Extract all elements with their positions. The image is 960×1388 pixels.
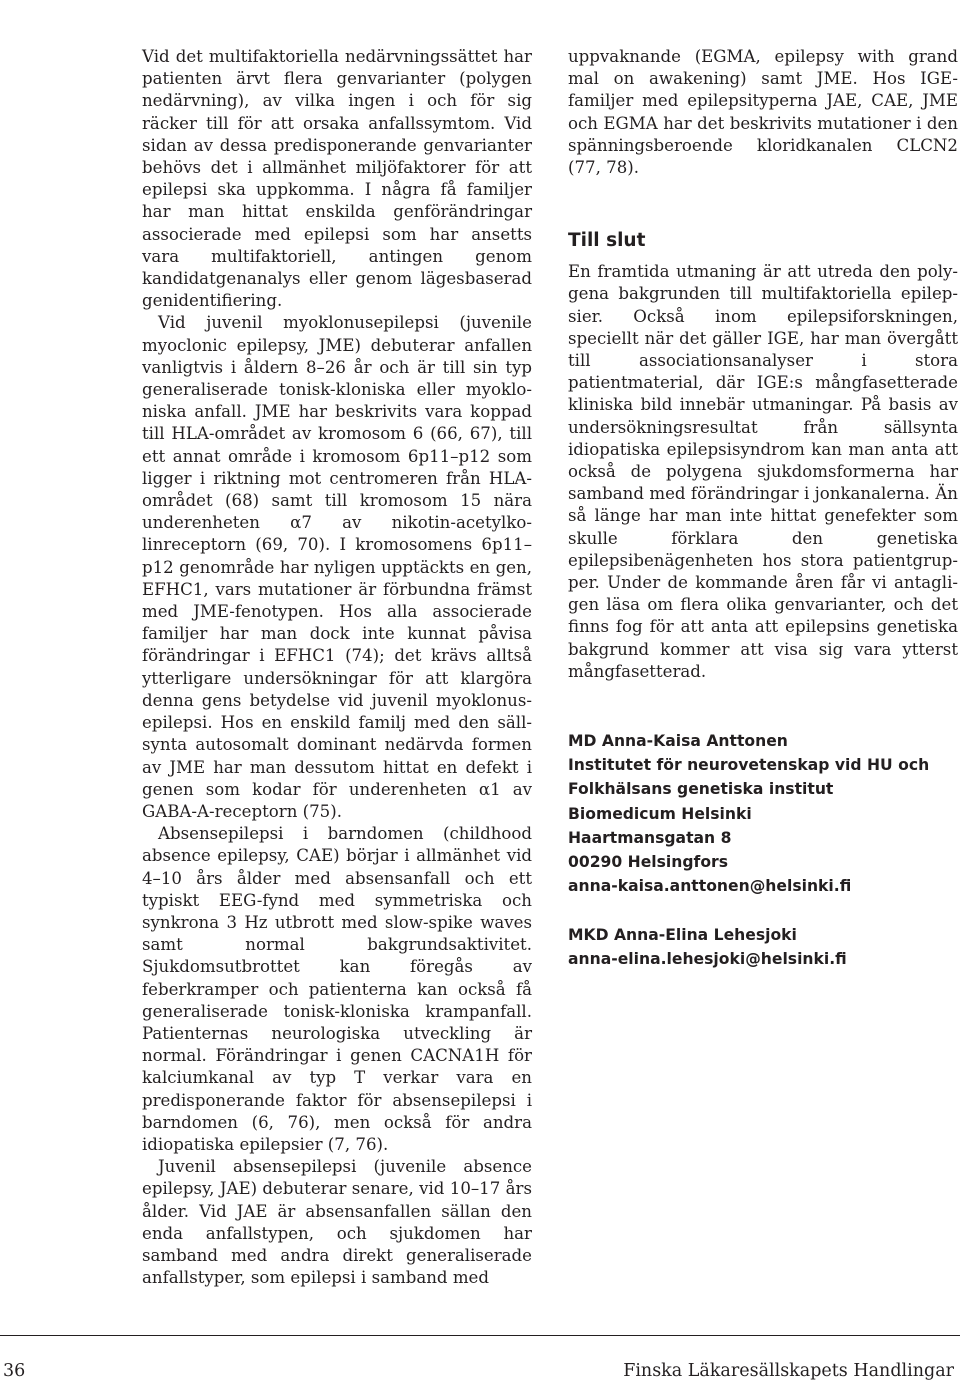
paragraph-jae: Juvenil absensepilepsi (juvenile absence epilepsy, JAE) debuterar senare, vid 10–17 års ålder. Vid JAE är absensanfallen sällan den enda anfallstypen, och sjukdomen har samband med andra direkt generaliserade anfallstyper, som epilepsi i samband med [142, 1157, 532, 1288]
left-column [142, 46, 532, 1289]
author-address-line: 00290 Helsingfors [568, 853, 729, 872]
journal-name: Finska Läkaresällskapets Handlingar [623, 1361, 954, 1381]
paragraph-jae-continued: uppvaknande (EGMA, epilepsy with grand mal on awakening) samt JME. Hos IGE-familjer med epilepsityperna JAE, CAE, JME och EGMA har det beskrivits mutationer i den spänningsberoende kloridkanalen CLCN2 (77, 78). [568, 47, 958, 178]
paragraph-conclusion: En framtida utmaning är att utreda den polygena bakgrunden till multifaktoriella epilepsier. Också inom epilepsiforskningen, speciellt när det gäller IGE, har man övergått till associationsanalyser i stora patientmaterial, där IGE:s mångfasetterade kliniska bild innebär utmaningar. På basis av undersökningsresultat från sällsynta idiopatiska epilepsisyndrom kan man anta att också de polygena sjukdomsformerna har samband med förändringar i jonkanalerna. Än så länge har man inte hittat genefekter som skulle förklara den genetiska epilepsibenägenheten hos stora patientgrupper. Under de kommande åren får vi antagligen läsa om flera olika genvarianter, och det finns fog för att anta att epilepsins genetiska bakgrund kommer att visa sig vara ytterst mångfasetterad. [568, 262, 958, 681]
paragraph-cae: Absensepilepsi i barndomen (childhood absence epilepsy, CAE) börjar i allmänhet vid 4–10 års ålder med absensanfall och ett typiskt EEG-fynd med symmetriska och synkrona 3 Hz utbrott med slow-spike waves samt normal bakgrundsaktivitet. Sjukdomsutbrottet kan föregås av feberkramper och patienterna kan också få generaliserade tonisk-kloniska krampanfall. Patienternas neurologiska utveckling är normal. Förändringar i genen CACNA1H för kalciumkanal av typ T verkar vara en predisponerande faktor för absensepilepsi i barndomen (6, 76), men också för andra idiopatiska epilepsier (7, 76). [142, 824, 532, 1154]
author-address-line: Biomedicum Helsinki [568, 804, 752, 823]
footer-divider [0, 1335, 960, 1336]
author-name: MKD Anna-Elina Lehesjoki [568, 925, 797, 944]
author-email-link[interactable]: anna-elina.lehesjoki@helsinki.fi [568, 949, 847, 968]
author-affiliation: Folkhälsans genetiska institut [568, 780, 834, 799]
author-address-line: Haartmansgatan 8 [568, 828, 732, 847]
section-heading: Till slut [568, 230, 646, 252]
author-name: MD Anna-Kaisa Anttonen [568, 732, 788, 751]
author-address-block [568, 729, 958, 971]
page-number: 36 [3, 1361, 26, 1381]
paragraph-jme: Vid juvenil myoklonusepilepsi (juvenile myoclonic epilepsy, JME) debuterar anfallen vanligtvis i åldern 8–26 år och är till sin typ generaliserade tonisk-kloniska eller myokloniska anfall. JME har beskrivits vara koppad till HLA-området av kromosom 6 (66, 67), till ett annat område i kromosom 6p11–p12 som ligger i riktning mot centromeren från HLA-området (68) samt till kromosom 15 nära underenheten α7 av nikotin-acetylkolinreceptorn (69, 70). I kromosomens 6p11–p12 genområde har nyligen upptäckts en gen, EFHC1, vars mutationer är förbundna främst med JME-fenotypen. Hos alla associerade familjer har man dock inte kunnat påvisa förändringar i EFHC1 (74); det krävs alltså ytterligare undersökningar för att klargöra denna gens betydelse vid juvenil myoklonusepilepsi. Hos en enskild familj med den sällsynta autosomalt dominant nedärvda formen av JME har man dessutom hittat en defekt i genen som kodar för underenheten α1 av GABA-A-receptorn (75). [142, 313, 532, 821]
author-email-link[interactable]: anna-kaisa.anttonen@helsinki.fi [568, 877, 852, 896]
paragraph-multifactorial: Vid det multifaktoriella nedärvningssättet har patienten ärvt flera genvarianter (polygen nedärvning), av vilka ingen i och för sig räcker till för att orsaka anfallssymtom. Vid sidan av dessa predisponerande genvarianter behövs det i allmänhet miljöfaktorer för att epilepsi ska uppkomma. I några få familjer har man hittat enskilda genförändringar associerade med epilepsi som har ansetts vara multifaktoriell, antingen genom kandidatgenanalys eller genom lägesbaserad genidentifiering. [142, 47, 532, 311]
author-affiliation: Institutet för neurovetenskap vid HU och [568, 756, 930, 775]
right-column [568, 46, 958, 971]
